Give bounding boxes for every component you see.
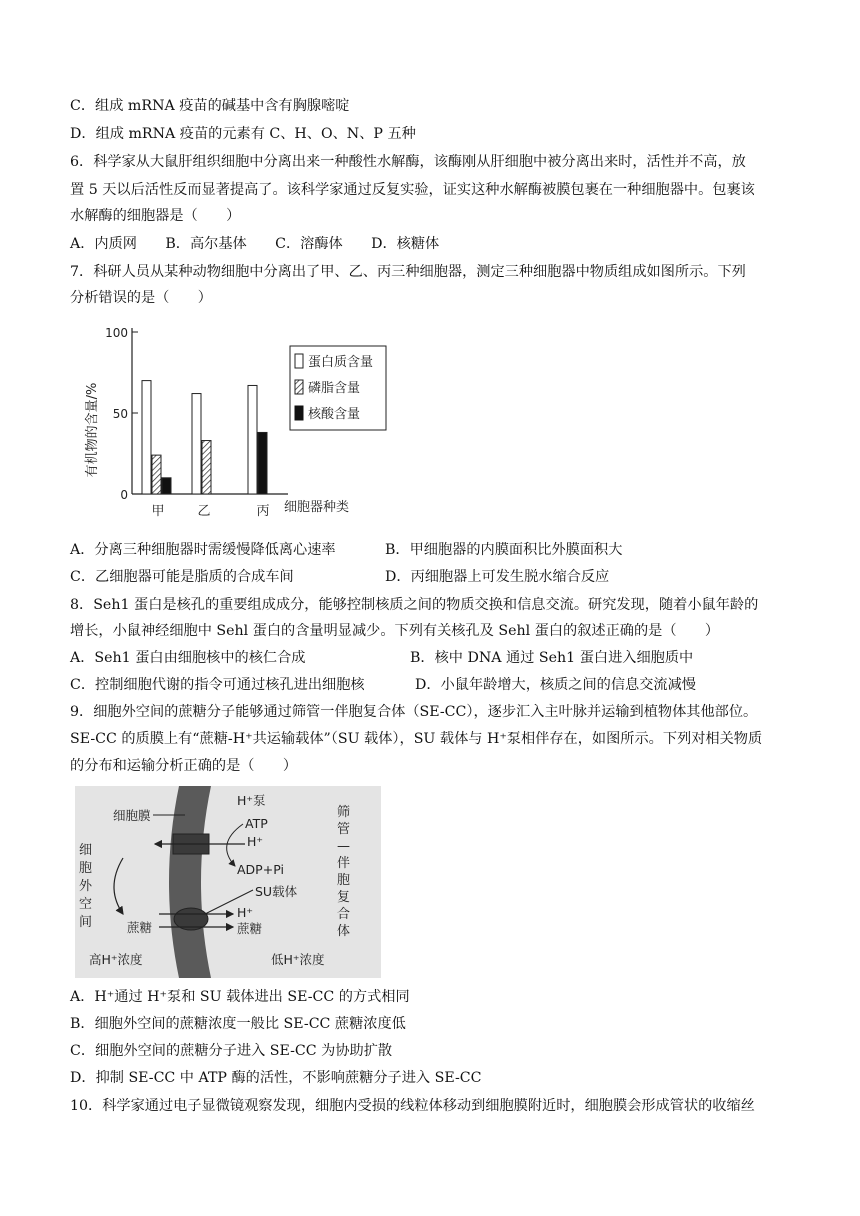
q8-option-d: D．小鼠年龄增大，核质之间的信息交流减慢 [415,677,696,693]
bar-protein-1 [142,381,151,494]
q8-stem-line-1: 8．Seh1 蛋白是核孔的重要组成成分，能够控制核质之间的物质交换和信息交流。研究发现，随着小鼠年龄的 [70,597,759,613]
legend-swatch-phospholipid [295,380,303,394]
label-h-plus-pump: H⁺ [247,834,263,849]
q9-option-b: B．细胞外空间的蔗糖浓度一般比 SE-CC 蔗糖浓度低 [70,1016,406,1032]
q6-options: A．内质网 B．高尔基体 C．溶酶体 D．核糖体 [70,236,440,252]
q6-stem-line-1: 6．科学家从大鼠肝组织细胞中分离出来一种酸性水解酶，该酶刚从肝细胞中被分离出来时，活性并不高，放 [70,154,746,170]
label-low-h: 低H⁺浓度 [271,952,325,967]
q7-stem-line-2: 分析错误的是（ ） [70,290,212,306]
q8-stem-line-2: 增长，小鼠神经细胞中 Sehl 蛋白的含量明显减少。下列有关核孔及 Sehl 蛋白的叙述正确的是（ ） [70,623,720,639]
label-adp: ADP+Pi [237,862,284,877]
membrane-transport-diagram [75,786,381,978]
chart-xlabel: 细胞器种类 [284,500,350,515]
q7-option-c: C．乙细胞器可能是脂质的合成车间 [70,569,294,585]
q6-stem-line-2: 置 5 天以后活性反而显著提高了。该科学家通过反复实验，证实这种水解酶被膜包裹在一种细胞器中。包裹该 [70,182,755,198]
q8-option-c: C．控制细胞代谢的指令可通过核孔进出细胞核 [70,677,365,693]
label-high-h: 高H⁺浓度 [89,952,143,967]
q9-stem-line-1: 9．细胞外空间的蔗糖分子能够通过筛管一伴胞复合体（SE-CC），逐步汇入主叶脉并运输到植物体其他部位。 [70,704,758,720]
label-h-plus-su: H⁺ [237,905,253,920]
label-outside-space: 细胞外空间 [79,843,93,930]
legend-swatch-nucleic-acid [295,406,303,420]
q9-stem-line-3: 的分布和运输分析正确的是（ ） [70,758,298,774]
bar-nucleic-acid-1 [162,478,171,494]
q9-option-d: D．抑制 SE-CC 中 ATP 酶的活性，不影响蔗糖分子进入 SE-CC [70,1070,482,1086]
organelle-composition-chart [78,318,388,524]
q10-stem-line-1: 10．科学家通过电子显微镜观察发现，细胞内受损的线粒体移动到细胞膜附近时，细胞膜会形成管状的收缩丝 [70,1098,755,1114]
q5-option-d: D．组成 mRNA 疫苗的元素有 C、H、O、N、P 五种 [70,126,416,142]
q8-option-a: A．Seh1 蛋白由细胞核中的核仁合成 [70,650,306,666]
q9-option-a: A．H⁺通过 H⁺泵和 SU 载体进出 SE-CC 的方式相同 [70,989,410,1005]
bar-protein-3 [248,385,257,494]
q5-option-c: C．组成 mRNA 疫苗的碱基中含有胸腺嘧啶 [70,98,350,114]
xcat-jia: 甲 [151,504,165,519]
label-su-carrier: SU载体 [255,884,298,899]
legend-nucleic-acid: 核酸含量 [308,407,361,422]
q8-option-b: B．核中 DNA 通过 Seh1 蛋白进入细胞质中 [410,650,694,666]
chart-ylabel: 有机物的含量/% [85,382,100,478]
bar-nucleic-acid-3 [258,432,267,494]
bar-phospholipid-1 [152,455,161,494]
label-h-pump: H⁺泵 [237,793,266,808]
q7-option-a: A．分离三种细胞器时需缓慢降低离心速率 [70,542,336,558]
label-sucrose-in: 蔗糖 [237,921,263,936]
xcat-bing: 丙 [256,504,270,519]
label-cell-membrane: 细胞膜 [113,808,151,823]
label-sucrose-out: 蔗糖 [127,920,153,935]
ytick-0: 0 [120,488,128,502]
q7-option-d: D．丙细胞器上可发生脱水缩合反应 [385,569,610,585]
q7-stem-line-1: 7．科研人员从某种动物细胞中分离出了甲、乙、丙三种细胞器，测定三种细胞器中物质组成如图所示。下列 [70,264,746,280]
bar-protein-2 [192,394,201,494]
xcat-yi: 乙 [197,504,211,519]
legend-swatch-protein [295,354,303,368]
legend-phospholipid: 磷脂含量 [308,381,361,396]
label-atp: ATP [245,816,268,831]
q7-option-b: B．甲细胞器的内膜面积比外膜面积大 [385,542,623,558]
q9-stem-line-2: SE-CC 的质膜上有“蔗糖-H⁺共运输载体”（SU 载体），SU 载体与 H⁺泵相伴存在，如图所示。下列对相关物质 [70,731,763,747]
q9-option-c: C．细胞外空间的蔗糖分子进入 SE-CC 为协助扩散 [70,1043,393,1059]
q6-stem-line-3: 水解酶的细胞器是（ ） [70,208,241,224]
label-se-cc-complex: 筛管—伴胞复合体 [337,805,351,939]
bar-phospholipid-2 [202,441,211,494]
legend-protein: 蛋白质含量 [308,355,374,370]
ytick-50: 50 [112,407,128,421]
ytick-100: 100 [105,326,128,340]
